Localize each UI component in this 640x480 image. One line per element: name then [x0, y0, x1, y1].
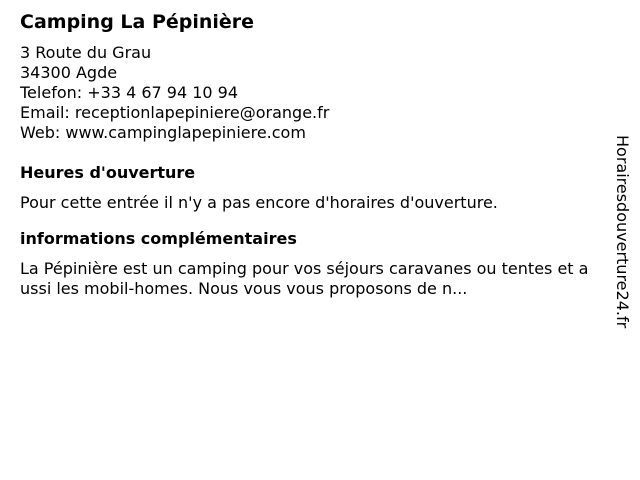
phone-number: Telefon: +33 4 67 94 10 94: [20, 83, 239, 102]
opening-hours-heading: Heures d'ouverture: [20, 163, 196, 182]
site-brand-vertical: Horairesdouverture24.fr: [613, 135, 632, 329]
additional-info-heading: informations complémentaires: [20, 229, 297, 248]
address-block: [20, 43, 592, 143]
email-address: Email: receptionlapepiniere@orange.fr: [20, 103, 330, 122]
address-street: 3 Route du Grau: [20, 43, 152, 62]
address-city: 34300 Agde: [20, 63, 118, 82]
additional-info-text: La Pépinière est un camping pour vos séjours caravanes ou tentes et aussi les mobil-homes. Nous vous vous proposons de n...: [20, 259, 589, 298]
opening-hours-text: Pour cette entrée il n'y a pas encore d'horaires d'ouverture.: [20, 193, 498, 212]
listing-content: [20, 9, 592, 299]
website-address: Web: www.campinglapepiniere.com: [20, 123, 306, 142]
business-name: Camping La Pépinière: [20, 11, 255, 33]
